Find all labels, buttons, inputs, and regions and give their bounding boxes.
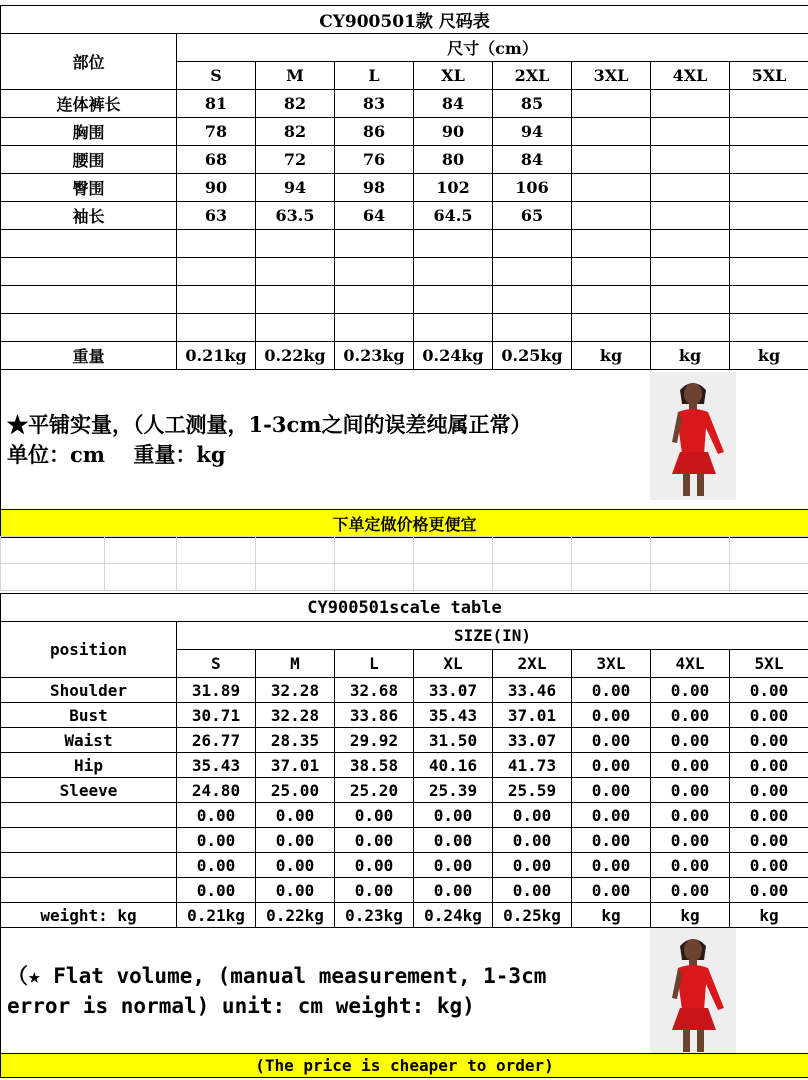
table-cell: 28.35 [256, 728, 335, 753]
table-cell: 0.00 [730, 678, 808, 703]
size-label: XL [414, 62, 493, 90]
table-cell: 0.00 [493, 853, 572, 878]
row-label [1, 828, 177, 853]
table-cell: 0.00 [730, 828, 808, 853]
table-cell [572, 202, 651, 230]
row-label [1, 853, 177, 878]
size-chart-inches [0, 593, 808, 1078]
table-cell: 33.07 [414, 678, 493, 703]
size-chart-cm [0, 5, 808, 538]
table-cell: 0.00 [572, 778, 651, 803]
table-cell: 0.00 [572, 753, 651, 778]
size-label: 3XL [572, 650, 651, 678]
table-cell: 31.50 [414, 728, 493, 753]
row-label: 袖长 [1, 202, 177, 230]
table-row [1, 174, 808, 202]
table-cell: 25.39 [414, 778, 493, 803]
table-cell [177, 314, 256, 342]
table-cell [177, 230, 256, 258]
row-label: Hip [1, 753, 177, 778]
table-cell: 83 [335, 90, 414, 118]
table-cell: 26.77 [177, 728, 256, 753]
table-cell: 0.00 [256, 803, 335, 828]
table-cell: 0.00 [651, 753, 730, 778]
table-cell [572, 90, 651, 118]
table-cell: 80 [414, 146, 493, 174]
table-cell: 81 [177, 90, 256, 118]
weight-cell: kg [730, 342, 808, 370]
table-cell [651, 258, 730, 286]
table-cell: 65 [493, 202, 572, 230]
table-cell [651, 118, 730, 146]
table-cell [651, 202, 730, 230]
table-cell: 0.00 [335, 878, 414, 903]
size-label: M [256, 62, 335, 90]
table-cell: 32.68 [335, 678, 414, 703]
table-cell: 72 [256, 146, 335, 174]
table-row [1, 230, 808, 258]
table-cell: 0.00 [651, 878, 730, 903]
table-cell: 37.01 [493, 703, 572, 728]
table-cell: 0.00 [177, 803, 256, 828]
weight-cell: kg [651, 342, 730, 370]
table-cell: 0.00 [730, 778, 808, 803]
table-cell: 0.00 [414, 878, 493, 903]
size-header: 尺寸（cm） [177, 34, 808, 62]
table-row [1, 703, 808, 728]
weight-cell: kg [730, 903, 808, 928]
table-cell: 0.00 [493, 878, 572, 903]
note-line-1: （★ Flat volume, (manual measurement, 1-3cm [7, 963, 547, 988]
table-cell: 32.28 [256, 678, 335, 703]
table-cell [651, 230, 730, 258]
weight-cell: 0.22kg [256, 903, 335, 928]
table-cell: 33.07 [493, 728, 572, 753]
table-cell [730, 146, 808, 174]
table-cell: 33.46 [493, 678, 572, 703]
table-cell [493, 258, 572, 286]
table-cell: 98 [335, 174, 414, 202]
table-cell: 0.00 [730, 703, 808, 728]
spacer-grid [0, 536, 808, 591]
weight-cell: 0.21kg [177, 342, 256, 370]
row-label [1, 878, 177, 903]
table-cell: 84 [493, 146, 572, 174]
table-cell: 86 [335, 118, 414, 146]
table-cell [493, 230, 572, 258]
price-banner: (The price is cheaper to order) [1, 1054, 808, 1078]
table-cell [651, 146, 730, 174]
table-cell [414, 314, 493, 342]
table-cell [572, 314, 651, 342]
weight-label: weight: kg [1, 903, 177, 928]
table-cell: 0.00 [651, 853, 730, 878]
table-cell [651, 90, 730, 118]
table-cell: 0.00 [572, 678, 651, 703]
table-cell: 76 [335, 146, 414, 174]
table-cell: 0.00 [335, 828, 414, 853]
model-red-jumpsuit-image [650, 372, 736, 500]
row-label: 胸围 [1, 118, 177, 146]
row-label: Waist [1, 728, 177, 753]
size-label: L [335, 650, 414, 678]
weight-cell: 0.24kg [414, 903, 493, 928]
table-cell: 82 [256, 90, 335, 118]
row-label: Bust [1, 703, 177, 728]
table-cell [414, 286, 493, 314]
table-cell [335, 230, 414, 258]
table-cell: 0.00 [256, 853, 335, 878]
row-label: Shoulder [1, 678, 177, 703]
table-cell: 0.00 [256, 828, 335, 853]
table-cell: 0.00 [493, 828, 572, 853]
measurement-note [1, 370, 808, 510]
size-label: 2XL [493, 62, 572, 90]
table-row [1, 728, 808, 753]
table-cell [256, 258, 335, 286]
table-cell: 0.00 [335, 803, 414, 828]
table-cell: 38.58 [335, 753, 414, 778]
table-cell: 0.00 [651, 828, 730, 853]
table-cell [730, 314, 808, 342]
row-label [1, 230, 177, 258]
table-cell: 0.00 [177, 828, 256, 853]
table-cell: 37.01 [256, 753, 335, 778]
table-row [1, 778, 808, 803]
table-cell: 84 [414, 90, 493, 118]
size-label: M [256, 650, 335, 678]
table-cell [256, 230, 335, 258]
table-cell [730, 286, 808, 314]
table-row [1, 803, 808, 828]
table-cell: 0.00 [414, 853, 493, 878]
table-row [1, 202, 808, 230]
size-header: SIZE(IN) [177, 622, 808, 650]
table-cell: 0.00 [177, 853, 256, 878]
table-cell [730, 258, 808, 286]
weight-cell: 0.22kg [256, 342, 335, 370]
table-cell: 29.92 [335, 728, 414, 753]
table-cell: 64 [335, 202, 414, 230]
table-cell: 32.28 [256, 703, 335, 728]
table-cell: 0.00 [256, 878, 335, 903]
model-red-jumpsuit-image [650, 928, 736, 1054]
weight-cell: 0.21kg [177, 903, 256, 928]
table-cell [414, 230, 493, 258]
table-cell: 0.00 [651, 778, 730, 803]
row-label: 腰围 [1, 146, 177, 174]
table-row [1, 878, 808, 903]
table-cell: 0.00 [572, 728, 651, 753]
weight-cell: kg [572, 342, 651, 370]
table-cell [572, 146, 651, 174]
note-line-2: error is normal) unit: cm weight: kg) [7, 993, 475, 1018]
table-cell: 94 [493, 118, 572, 146]
table-row [1, 258, 808, 286]
table-cell [493, 286, 572, 314]
size-label: 4XL [651, 62, 730, 90]
table-cell [730, 174, 808, 202]
size-label: 2XL [493, 650, 572, 678]
table-cell: 0.00 [572, 853, 651, 878]
table-cell: 25.59 [493, 778, 572, 803]
note-line-2: 单位：cm 重量：kg [7, 441, 226, 467]
table-cell [572, 118, 651, 146]
table-cell: 64.5 [414, 202, 493, 230]
table-row [1, 146, 808, 174]
table-cell [335, 286, 414, 314]
table-cell [177, 286, 256, 314]
table-cell: 0.00 [572, 878, 651, 903]
weight-label: 重量 [1, 342, 177, 370]
table-cell: 0.00 [651, 703, 730, 728]
table-cell: 90 [414, 118, 493, 146]
table-cell [256, 314, 335, 342]
table-cell: 35.43 [177, 753, 256, 778]
table-cell: 85 [493, 90, 572, 118]
table-cell [335, 258, 414, 286]
table-cell: 0.00 [730, 803, 808, 828]
table-row [1, 286, 808, 314]
table-cell: 0.00 [651, 803, 730, 828]
table-cell: 30.71 [177, 703, 256, 728]
row-label [1, 314, 177, 342]
table-row [1, 678, 808, 703]
table-cell: 41.73 [493, 753, 572, 778]
table-cell: 0.00 [651, 678, 730, 703]
position-header: 部位 [1, 34, 177, 90]
table-cell: 68 [177, 146, 256, 174]
size-label: 5XL [730, 62, 808, 90]
table-cell [651, 314, 730, 342]
table-cell: 106 [493, 174, 572, 202]
table-cell [256, 286, 335, 314]
table-cell: 63 [177, 202, 256, 230]
table-cell [730, 202, 808, 230]
table-cell: 0.00 [414, 803, 493, 828]
table-cell: 102 [414, 174, 493, 202]
table-cell: 0.00 [493, 803, 572, 828]
table-row [1, 853, 808, 878]
table-cell: 63.5 [256, 202, 335, 230]
table-cell [177, 258, 256, 286]
table-cell: 0.00 [177, 878, 256, 903]
table-cell: 0.00 [730, 753, 808, 778]
table-cell: 31.89 [177, 678, 256, 703]
chart-title: CY900501款 尺码表 [1, 6, 808, 34]
table-cell [572, 258, 651, 286]
table-cell: 40.16 [414, 753, 493, 778]
table-cell [730, 118, 808, 146]
table-cell: 0.00 [572, 803, 651, 828]
table-cell: 0.00 [572, 703, 651, 728]
table-cell: 0.00 [651, 728, 730, 753]
table-cell [572, 286, 651, 314]
size-label: S [177, 62, 256, 90]
table-cell: 90 [177, 174, 256, 202]
table-row [1, 90, 808, 118]
table-cell [730, 90, 808, 118]
table-cell: 0.00 [730, 878, 808, 903]
size-label: S [177, 650, 256, 678]
table-cell: 0.00 [572, 828, 651, 853]
table-row [1, 828, 808, 853]
size-label: L [335, 62, 414, 90]
size-label: 4XL [651, 650, 730, 678]
table-cell: 33.86 [335, 703, 414, 728]
size-label: 5XL [730, 650, 808, 678]
table-cell: 24.80 [177, 778, 256, 803]
weight-cell: kg [572, 903, 651, 928]
weight-cell: 0.25kg [493, 342, 572, 370]
row-label [1, 803, 177, 828]
table-row [1, 118, 808, 146]
table-cell [493, 314, 572, 342]
table-cell [335, 314, 414, 342]
position-header: position [1, 622, 177, 678]
row-label: 臀围 [1, 174, 177, 202]
product-photo [650, 928, 736, 1054]
size-label: XL [414, 650, 493, 678]
row-label [1, 286, 177, 314]
weight-cell: kg [651, 903, 730, 928]
table-cell: 25.00 [256, 778, 335, 803]
table-row [1, 753, 808, 778]
table-cell: 78 [177, 118, 256, 146]
table-cell [651, 286, 730, 314]
note-line-1: ★平铺实量，（人工测量，1-3cm之间的误差纯属正常） [7, 411, 532, 437]
table-cell [414, 258, 493, 286]
table-cell: 0.00 [414, 828, 493, 853]
size-label: 3XL [572, 62, 651, 90]
table-cell: 0.00 [335, 853, 414, 878]
table-cell: 0.00 [730, 853, 808, 878]
weight-cell: 0.23kg [335, 903, 414, 928]
table-cell [572, 174, 651, 202]
table-cell [651, 174, 730, 202]
weight-cell: 0.23kg [335, 342, 414, 370]
row-label [1, 258, 177, 286]
table-cell [572, 230, 651, 258]
table-cell: 35.43 [414, 703, 493, 728]
table-cell: 94 [256, 174, 335, 202]
table-row [1, 314, 808, 342]
table-cell [730, 230, 808, 258]
product-photo [650, 372, 736, 500]
chart-title: CY900501scale table [1, 594, 808, 622]
price-banner: 下单定做价格更便宜 [1, 510, 808, 538]
row-label: Sleeve [1, 778, 177, 803]
table-cell: 0.00 [730, 728, 808, 753]
measurement-note [1, 928, 808, 1054]
table-cell: 82 [256, 118, 335, 146]
weight-cell: 0.25kg [493, 903, 572, 928]
row-label: 连体裤长 [1, 90, 177, 118]
weight-cell: 0.24kg [414, 342, 493, 370]
table-cell: 25.20 [335, 778, 414, 803]
